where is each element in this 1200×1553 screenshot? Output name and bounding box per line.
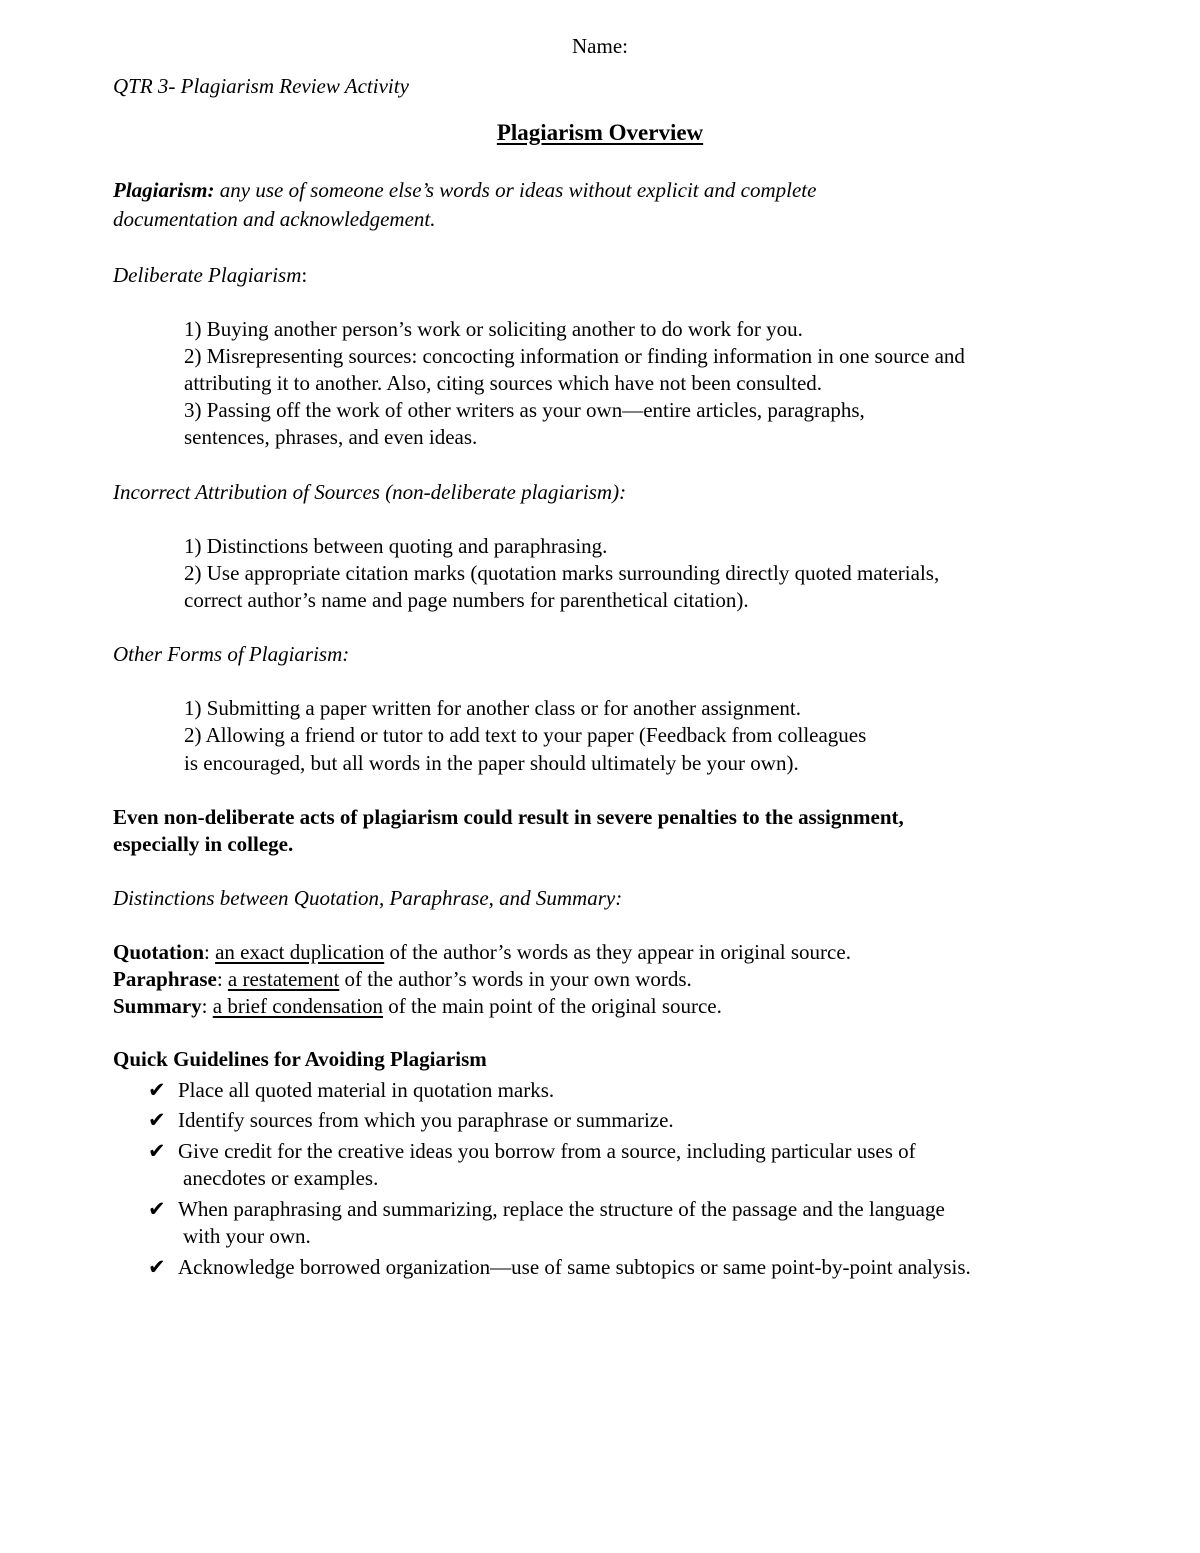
activity-title: QTR 3- Plagiarism Review Activity <box>113 74 409 98</box>
paraphrase-sep: : <box>216 967 228 991</box>
checkmark-icon: ✔ <box>148 1197 166 1221</box>
paraphrase-row <box>113 965 692 993</box>
incorrect-item-2b: correct author’s name and page numbers for parenthetical citation). <box>184 588 749 612</box>
checkmark-icon: ✔ <box>148 1255 166 1279</box>
incorrect-item-1: 1) Distinctions between quoting and paraphrasing. <box>184 534 608 558</box>
paraphrase-def: a restatement <box>227 967 340 991</box>
summary-row <box>113 992 722 1020</box>
guideline-item-1 <box>148 1076 554 1104</box>
guideline-item-5 <box>148 1253 971 1281</box>
deliberate-heading <box>113 261 307 289</box>
definition-line-1 <box>113 176 816 204</box>
definition-line-2: documentation and acknowledgement. <box>113 207 436 231</box>
deliberate-item-1: 1) Buying another person’s work or soliciting another to do work for you. <box>184 317 803 341</box>
guideline-text: Place all quoted material in quotation marks. <box>178 1078 555 1102</box>
quotation-rest: of the author’s words as they appear in original source. <box>384 940 851 964</box>
quotation-row <box>113 938 851 966</box>
deliberate-heading-colon: : <box>301 263 308 287</box>
deliberate-heading-text: Deliberate Plagiarism <box>113 263 302 287</box>
checkmark-icon: ✔ <box>148 1078 166 1102</box>
page-title: Plagiarism Overview <box>496 120 704 145</box>
warning-line-1: Even non-deliberate acts of plagiarism could result in severe penalties to the assignment, <box>113 805 904 829</box>
name-label: Name: <box>572 34 628 58</box>
guideline-text: When paraphrasing and summarizing, replace the structure of the passage and the language <box>178 1197 945 1221</box>
definition-text-1: any use of someone else’s words or ideas without explicit and complete <box>214 178 817 202</box>
checkmark-icon: ✔ <box>148 1139 166 1163</box>
other-item-1: 1) Submitting a paper written for another class or for another assignment. <box>184 696 801 720</box>
deliberate-item-2a: 2) Misrepresenting sources: concocting information or finding information in one source and <box>184 344 965 368</box>
incorrect-heading: Incorrect Attribution of Sources (non-deliberate plagiarism): <box>113 480 627 504</box>
guideline-text: Identify sources from which you paraphrase or summarize. <box>178 1108 674 1132</box>
paraphrase-term: Paraphrase <box>113 967 217 991</box>
distinctions-heading: Distinctions between Quotation, Paraphrase, and Summary: <box>113 886 623 910</box>
summary-term: Summary <box>113 994 202 1018</box>
summary-def: a brief condensation <box>212 994 384 1018</box>
guideline-text: Acknowledge borrowed organization—use of same subtopics or same point-by-point analysis. <box>178 1255 971 1279</box>
summary-sep: : <box>201 994 213 1018</box>
deliberate-item-3a: 3) Passing off the work of other writers as your own—entire articles, paragraphs, <box>184 398 865 422</box>
guideline-item-3-cont: anecdotes or examples. <box>183 1166 379 1190</box>
guideline-item-4-cont: with your own. <box>183 1224 311 1248</box>
guideline-item-4 <box>148 1195 945 1223</box>
definition-term: Plagiarism: <box>113 178 215 202</box>
other-heading: Other Forms of Plagiarism: <box>113 642 350 666</box>
guideline-item-2 <box>148 1106 674 1134</box>
paraphrase-rest: of the author’s words in your own words. <box>339 967 692 991</box>
other-item-2b: is encouraged, but all words in the paper should ultimately be your own). <box>184 751 799 775</box>
warning-line-2: especially in college. <box>113 832 294 856</box>
deliberate-item-3b: sentences, phrases, and even ideas. <box>184 425 478 449</box>
checkmark-icon: ✔ <box>148 1108 166 1132</box>
quotation-sep: : <box>204 940 216 964</box>
guidelines-heading: Quick Guidelines for Avoiding Plagiarism <box>113 1047 487 1071</box>
other-item-2a: 2) Allowing a friend or tutor to add text to your paper (Feedback from colleagues <box>184 723 867 747</box>
guideline-item-3 <box>148 1137 916 1165</box>
deliberate-item-2b: attributing it to another. Also, citing sources which have not been consulted. <box>184 371 823 395</box>
quotation-def: an exact duplication <box>215 940 385 964</box>
guideline-text: Give credit for the creative ideas you borrow from a source, including particular uses of <box>178 1139 916 1163</box>
summary-rest: of the main point of the original source. <box>383 994 722 1018</box>
quotation-term: Quotation <box>113 940 205 964</box>
incorrect-item-2a: 2) Use appropriate citation marks (quotation marks surrounding directly quoted materials, <box>184 561 940 585</box>
